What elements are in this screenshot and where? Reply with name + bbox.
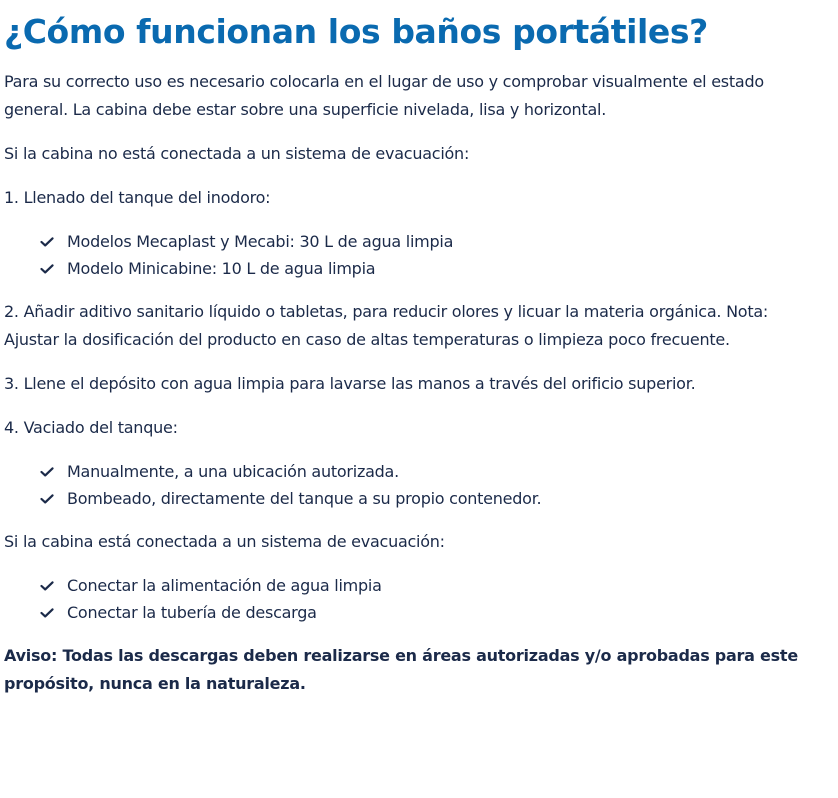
list-item bbox=[40, 485, 818, 512]
check-icon bbox=[40, 467, 54, 477]
step-4: 4. Vaciado del tanque: bbox=[4, 418, 178, 437]
check-icon bbox=[40, 494, 54, 504]
check-icon bbox=[40, 264, 54, 274]
list-item bbox=[40, 572, 818, 599]
list-item bbox=[40, 458, 818, 485]
section-not-connected-heading: Si la cabina no está conectada a un sistema de evacuación: bbox=[4, 144, 470, 163]
list-item bbox=[40, 228, 818, 255]
page-title: ¿Cómo funcionan los baños portátiles? bbox=[4, 12, 708, 51]
check-icon bbox=[40, 608, 54, 618]
list-item-text: Conectar la alimentación de agua limpia bbox=[67, 576, 382, 595]
list-item-text: Modelo Minicabine: 10 L de agua limpia bbox=[67, 259, 376, 278]
list-item-text: Manualmente, a una ubicación autorizada. bbox=[67, 462, 399, 481]
notice-paragraph: Aviso: Todas las descargas deben realizarse en áreas autorizadas y/o aprobadas para este propósito, nunca en la naturaleza. bbox=[4, 646, 798, 693]
intro-paragraph: Para su correcto uso es necesario colocarla en el lugar de uso y comprobar visualmente el estado general. La cabina debe estar sobre una superficie nivelada, lisa y horizontal. bbox=[4, 72, 764, 119]
step-1-list bbox=[4, 228, 818, 282]
step-3: 3. Llene el depósito con agua limpia para lavarse las manos a través del orificio superior. bbox=[4, 374, 696, 393]
step-4-list bbox=[4, 458, 818, 512]
list-item-text: Modelos Mecaplast y Mecabi: 30 L de agua limpia bbox=[67, 232, 454, 251]
check-icon bbox=[40, 237, 54, 247]
list-item bbox=[40, 599, 818, 626]
list-item-text: Bombeado, directamente del tanque a su propio contenedor. bbox=[67, 489, 542, 508]
section-connected-heading: Si la cabina está conectada a un sistema de evacuación: bbox=[4, 532, 445, 551]
list-item-text: Conectar la tubería de descarga bbox=[67, 603, 317, 622]
step-1: 1. Llenado del tanque del inodoro: bbox=[4, 188, 271, 207]
connected-list bbox=[4, 572, 818, 626]
check-icon bbox=[40, 581, 54, 591]
step-2: 2. Añadir aditivo sanitario líquido o tabletas, para reducir olores y licuar la materia orgánica. Nota: Ajustar la dosificación del producto en caso de altas temperaturas o limpieza poco frecuente. bbox=[4, 302, 769, 349]
list-item bbox=[40, 255, 818, 282]
